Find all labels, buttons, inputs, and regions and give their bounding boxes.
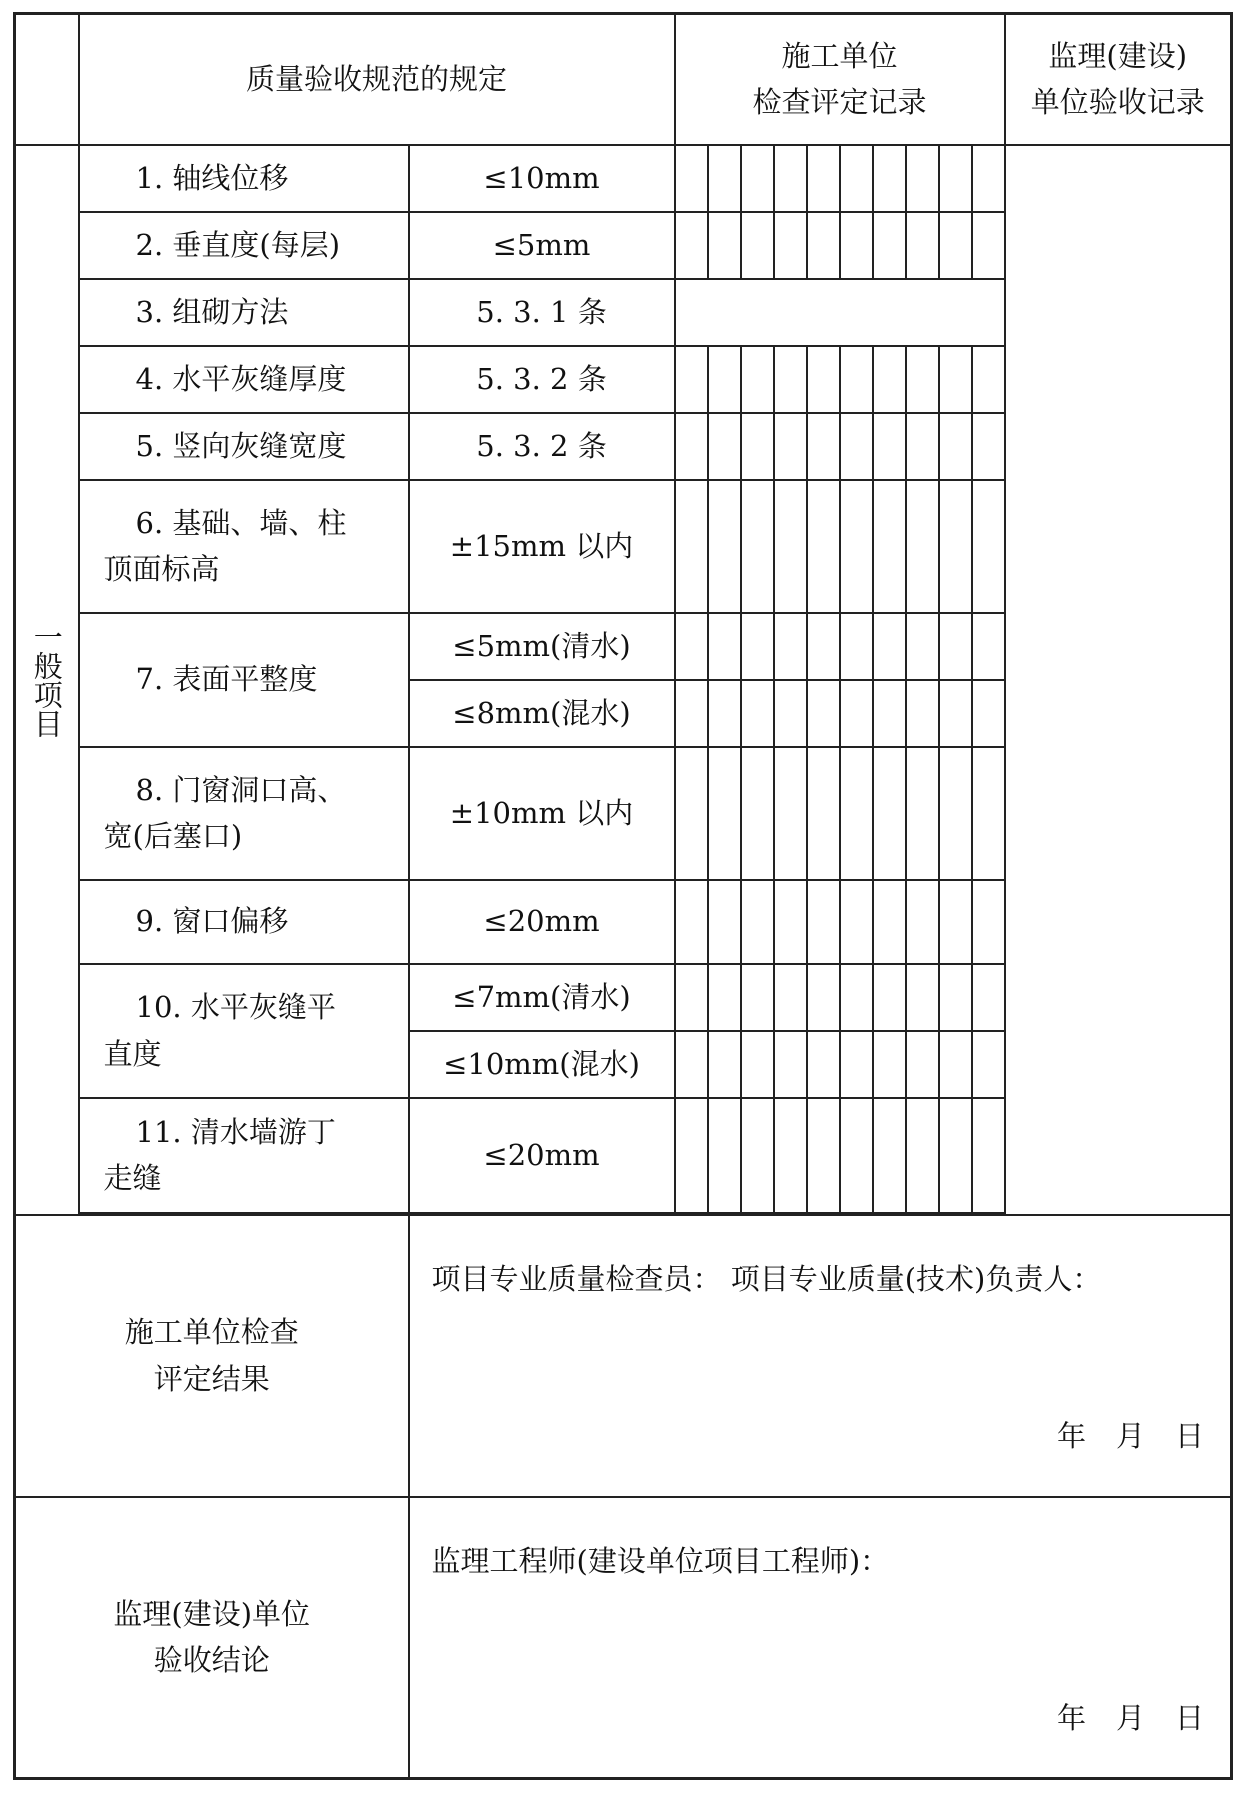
grid-cell[interactable]	[939, 480, 972, 613]
grid-cell[interactable]	[873, 413, 906, 480]
grid-cell[interactable]	[708, 480, 741, 613]
grid-cell[interactable]	[675, 1031, 708, 1098]
grid-cell[interactable]	[807, 747, 840, 880]
item-9-name: 9. 窗口偏移	[79, 880, 409, 964]
grid-cell[interactable]	[840, 1098, 873, 1213]
item-8-name: 8. 门窗洞口高、 宽(后塞口)	[79, 747, 409, 880]
grid-cell[interactable]	[840, 145, 873, 212]
grid-cell[interactable]	[708, 964, 741, 1031]
item-1-value: ≤10mm	[409, 145, 675, 212]
grid-cell[interactable]	[939, 1098, 972, 1213]
item-3-record[interactable]	[675, 279, 1005, 346]
grid-cell[interactable]	[708, 747, 741, 880]
grid-cell[interactable]	[807, 413, 840, 480]
spec-header: 质量验收规范的规定	[79, 14, 675, 145]
grid-cell[interactable]	[873, 964, 906, 1031]
grid-cell[interactable]	[873, 880, 906, 964]
grid-cell[interactable]	[675, 747, 708, 880]
grid-cell[interactable]	[873, 346, 906, 413]
grid-cell[interactable]	[774, 1098, 807, 1213]
grid-cell[interactable]	[840, 964, 873, 1031]
grid-cell[interactable]	[939, 613, 972, 680]
grid-cell[interactable]	[972, 1098, 1005, 1213]
grid-cell[interactable]	[873, 680, 906, 747]
supervision-record-header: 监理(建设) 单位验收记录	[1005, 14, 1232, 145]
supervision-result-label: 监理(建设)单位 验收结论	[15, 1497, 409, 1779]
grid-cell[interactable]	[939, 964, 972, 1031]
item-5-value: 5. 3. 2 条	[409, 413, 675, 480]
grid-cell[interactable]	[675, 680, 708, 747]
item-4-name: 4. 水平灰缝厚度	[79, 346, 409, 413]
category-header-blank	[15, 14, 79, 145]
grid-cell[interactable]	[840, 413, 873, 480]
grid-cell[interactable]	[774, 680, 807, 747]
grid-cell[interactable]	[774, 964, 807, 1031]
grid-cell[interactable]	[972, 680, 1005, 747]
item-11-name: 11. 清水墙游丁 走缝	[79, 1098, 409, 1213]
grid-cell[interactable]	[708, 1098, 741, 1213]
item-7-value-b: ≤8mm(混水)	[409, 680, 675, 747]
grid-cell[interactable]	[972, 145, 1005, 212]
grid-cell[interactable]	[906, 747, 939, 880]
grid-cell[interactable]	[873, 747, 906, 880]
grid-cell[interactable]	[708, 1031, 741, 1098]
item-2-value: ≤5mm	[409, 212, 675, 279]
grid-cell[interactable]	[675, 880, 708, 964]
grid-cell[interactable]	[774, 413, 807, 480]
grid-cell[interactable]	[873, 145, 906, 212]
grid-cell[interactable]	[906, 1098, 939, 1213]
grid-cell[interactable]	[840, 480, 873, 613]
grid-cell[interactable]	[840, 747, 873, 880]
grid-cell[interactable]	[873, 480, 906, 613]
grid-cell[interactable]	[906, 145, 939, 212]
grid-cell[interactable]	[708, 413, 741, 480]
item-5-name: 5. 竖向灰缝宽度	[79, 413, 409, 480]
grid-cell[interactable]	[675, 1098, 708, 1213]
supervision-signer: 监理工程师(建设单位项目工程师)：	[431, 1543, 890, 1578]
grid-cell[interactable]	[708, 145, 741, 212]
inspection-form	[13, 12, 1233, 1780]
grid-cell[interactable]	[741, 413, 774, 480]
grid-cell[interactable]	[741, 480, 774, 613]
grid-cell[interactable]	[840, 680, 873, 747]
grid-cell[interactable]	[972, 880, 1005, 964]
grid-cell[interactable]	[675, 346, 708, 413]
grid-cell[interactable]	[972, 1031, 1005, 1098]
item-10-value-a: ≤7mm(清水)	[409, 964, 675, 1031]
grid-cell[interactable]	[708, 212, 741, 279]
grid-cell[interactable]	[774, 1031, 807, 1098]
grid-cell[interactable]	[774, 145, 807, 212]
grid-cell[interactable]	[741, 680, 774, 747]
grid-cell[interactable]	[774, 346, 807, 413]
grid-cell[interactable]	[873, 613, 906, 680]
quality-acceptance-table	[13, 12, 1233, 1780]
item-11-value: ≤20mm	[409, 1098, 675, 1213]
supervision-record-cell[interactable]	[1005, 145, 1232, 1215]
grid-cell[interactable]	[807, 480, 840, 613]
grid-cell[interactable]	[840, 346, 873, 413]
grid-cell[interactable]	[807, 964, 840, 1031]
grid-cell[interactable]	[675, 613, 708, 680]
grid-cell[interactable]	[807, 145, 840, 212]
grid-cell[interactable]	[675, 480, 708, 613]
grid-cell[interactable]	[675, 964, 708, 1031]
supervision-date: 年 月 日	[1056, 1700, 1206, 1735]
construction-record-header: 施工单位 检查评定记录	[675, 14, 1005, 145]
grid-cell[interactable]	[807, 680, 840, 747]
construction-date: 年 月 日	[1056, 1419, 1206, 1454]
item-3-value: 5. 3. 1 条	[409, 279, 675, 346]
grid-cell[interactable]	[774, 613, 807, 680]
grid-cell[interactable]	[939, 1031, 972, 1098]
grid-cell[interactable]	[807, 346, 840, 413]
item-10-name: 10. 水平灰缝平 直度	[79, 964, 409, 1098]
grid-cell[interactable]	[675, 145, 708, 212]
grid-cell[interactable]	[972, 747, 1005, 880]
grid-cell[interactable]	[774, 747, 807, 880]
grid-cell[interactable]	[741, 964, 774, 1031]
grid-cell[interactable]	[906, 413, 939, 480]
grid-cell[interactable]	[906, 613, 939, 680]
grid-cell[interactable]	[873, 212, 906, 279]
construction-result-area[interactable]	[409, 1215, 1232, 1497]
grid-cell[interactable]	[939, 212, 972, 279]
grid-cell[interactable]	[807, 613, 840, 680]
grid-cell[interactable]	[972, 964, 1005, 1031]
construction-signers: 项目专业质量检查员： 项目专业质量(技术)负责人：	[431, 1261, 1102, 1296]
construction-result-label: 施工单位检查 评定结果	[15, 1215, 409, 1497]
item-2-name: 2. 垂直度(每层)	[79, 212, 409, 279]
grid-cell[interactable]	[774, 880, 807, 964]
grid-cell[interactable]	[939, 680, 972, 747]
item-1-name: 1. 轴线位移	[79, 145, 409, 212]
item-4-value: 5. 3. 2 条	[409, 346, 675, 413]
grid-cell[interactable]	[741, 346, 774, 413]
grid-cell[interactable]	[906, 480, 939, 613]
item-6-name: 6. 基础、墙、柱 顶面标高	[79, 480, 409, 613]
grid-cell[interactable]	[708, 613, 741, 680]
grid-cell[interactable]	[807, 1098, 840, 1213]
grid-cell[interactable]	[741, 212, 774, 279]
grid-cell[interactable]	[840, 613, 873, 680]
grid-cell[interactable]	[906, 680, 939, 747]
grid-cell[interactable]	[708, 346, 741, 413]
grid-cell[interactable]	[840, 880, 873, 964]
grid-cell[interactable]	[873, 1098, 906, 1213]
grid-cell[interactable]	[972, 413, 1005, 480]
grid-cell[interactable]	[939, 880, 972, 964]
grid-cell[interactable]	[972, 212, 1005, 279]
grid-cell[interactable]	[972, 346, 1005, 413]
grid-cell[interactable]	[741, 747, 774, 880]
grid-cell[interactable]	[741, 145, 774, 212]
grid-cell[interactable]	[873, 1031, 906, 1098]
grid-cell[interactable]	[906, 964, 939, 1031]
grid-cell[interactable]	[675, 413, 708, 480]
grid-cell[interactable]	[774, 480, 807, 613]
grid-cell[interactable]	[774, 212, 807, 279]
supervision-result-area[interactable]	[409, 1497, 1232, 1779]
item-9-value: ≤20mm	[409, 880, 675, 964]
grid-cell[interactable]	[972, 480, 1005, 613]
grid-cell[interactable]	[741, 1098, 774, 1213]
grid-cell[interactable]	[939, 747, 972, 880]
grid-cell[interactable]	[708, 680, 741, 747]
item-7-value-a: ≤5mm(清水)	[409, 613, 675, 680]
grid-cell[interactable]	[939, 145, 972, 212]
grid-cell[interactable]	[906, 1031, 939, 1098]
grid-cell[interactable]	[906, 212, 939, 279]
item-8-value: ±10mm 以内	[409, 747, 675, 880]
grid-cell[interactable]	[972, 613, 1005, 680]
grid-cell[interactable]	[807, 1031, 840, 1098]
grid-cell[interactable]	[741, 1031, 774, 1098]
grid-cell[interactable]	[708, 880, 741, 964]
category-label: 一般项目	[15, 145, 79, 1215]
grid-cell[interactable]	[807, 880, 840, 964]
item-3-name: 3. 组砌方法	[79, 279, 409, 346]
grid-cell[interactable]	[939, 413, 972, 480]
grid-cell[interactable]	[675, 212, 708, 279]
grid-cell[interactable]	[840, 212, 873, 279]
grid-cell[interactable]	[741, 613, 774, 680]
item-10-value-b: ≤10mm(混水)	[409, 1031, 675, 1098]
item-6-value: ±15mm 以内	[409, 480, 675, 613]
grid-cell[interactable]	[906, 346, 939, 413]
grid-cell[interactable]	[939, 346, 972, 413]
grid-cell[interactable]	[741, 880, 774, 964]
grid-cell[interactable]	[807, 212, 840, 279]
grid-cell[interactable]	[906, 880, 939, 964]
item-7-name: 7. 表面平整度	[79, 613, 409, 747]
grid-cell[interactable]	[840, 1031, 873, 1098]
